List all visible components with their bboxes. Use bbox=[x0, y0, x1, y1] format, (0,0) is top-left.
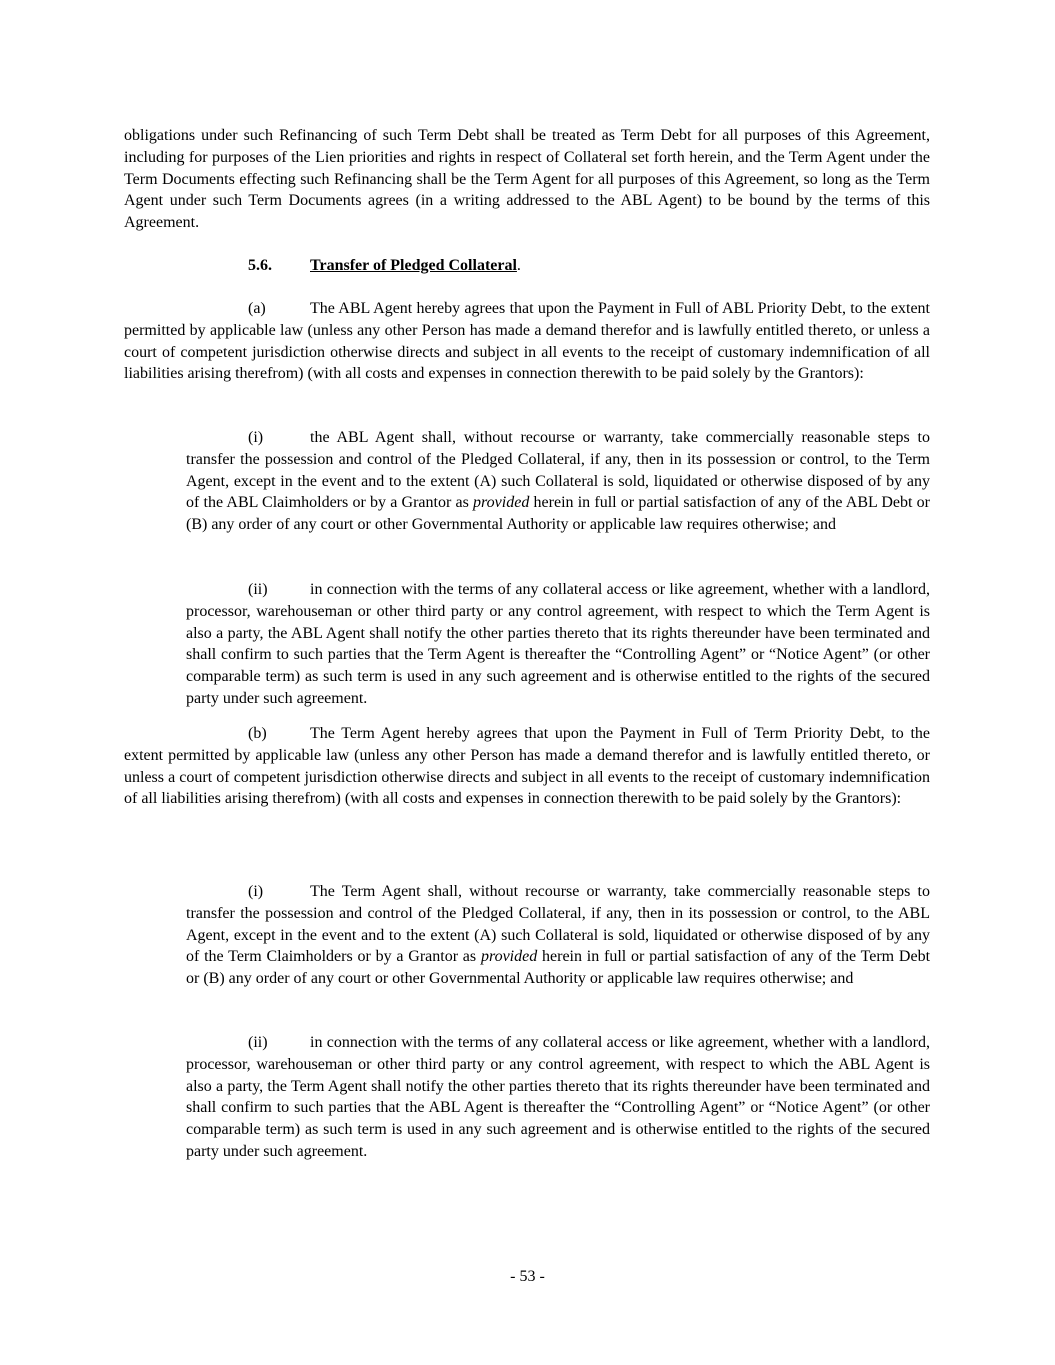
paragraph-a-label: (a) bbox=[248, 300, 266, 317]
paragraph-b-ii bbox=[186, 1032, 930, 1163]
continuation-paragraph bbox=[124, 125, 930, 234]
page-number: - 53 - bbox=[510, 1268, 545, 1285]
paragraph-b-ii-label: (ii) bbox=[248, 1034, 268, 1051]
paragraph-b-i-italic: provided bbox=[480, 948, 538, 966]
paragraph-a bbox=[124, 298, 930, 385]
paragraph-a-i bbox=[186, 427, 930, 536]
paragraph-a-i-text-2: herein in full or partial satisfaction of any of the ABL Debt or (B) any order of any court or other Governmental Authority or applicable law requires otherwise; and bbox=[186, 494, 931, 534]
continuation-text: obligations under such Refinancing of such Term Debt shall be treated as Term Debt for all purposes of this Agreement, including for purposes of the Lien priorities and rights in respect of Collateral set forth herein, and the Term Agent under the Term Documents effecting such Refinancing shall be the Term Agent for all purposes of this Agreement, so long as the Term Agent under such Term Documents agrees (in a writing addressed to the ABL Agent) to be bound by the terms of this Agreement. bbox=[124, 127, 930, 232]
paragraph-b bbox=[124, 723, 930, 810]
paragraph-a-ii-label: (ii) bbox=[248, 581, 268, 598]
paragraph-a-i-italic: provided bbox=[473, 494, 530, 512]
paragraph-a-text: The ABL Agent hereby agrees that upon the Payment in Full of ABL Priority Debt, to the extent permitted by applicable law (unless any other Person has made a demand therefor and is lawfully entitled thereto, or unless a court of competent jurisdiction otherwise directs and subject in all events to the receipt of customary indemnification of all liabilities arising therefrom) (with all costs and expenses in connection therewith to be paid solely by the Grantors): bbox=[124, 300, 930, 383]
paragraph-b-label: (b) bbox=[248, 725, 267, 742]
section-title-period: . bbox=[516, 257, 521, 274]
paragraph-a-i-label: (i) bbox=[248, 429, 264, 446]
section-heading bbox=[248, 255, 521, 277]
paragraph-a-i-text-1: the ABL Agent shall, without recourse or warranty, take commercially reasonable steps to transfer the possession and control of the Pledged Collateral, if any, then in its possession or control, to the Term Agent, except in the event and to the extent (A) such Collateral is sold, liquidated or otherwise disposed of by any of the ABL Claimholders or by a Grantor as bbox=[186, 429, 930, 512]
paragraph-a-ii-text: in connection with the terms of any collateral access or like agreement, whether with a landlord, processor, warehouseman or other third party or any control agreement, with respect to which the Term Agent is also a party, the ABL Agent shall notify the other parties thereto that its rights thereunder have been terminated and shall confirm to such parties that the Term Agent is thereafter the “Controlling Agent” or “Notice Agent” (or other comparable term) as such term is used in any such agreement and is otherwise entitled to the rights of the secured party under such agreement. bbox=[186, 581, 930, 707]
paragraph-b-i bbox=[186, 881, 930, 990]
paragraph-b-i-label: (i) bbox=[248, 883, 264, 900]
paragraph-b-i-text-2: herein in full or partial satisfaction of any of the Term Debt or (B) any order of any court or other Governmental Authority or applicable law requires otherwise; and bbox=[186, 948, 931, 988]
paragraph-b-ii-text: in connection with the terms of any collateral access or like agreement, whether with a landlord, processor, warehouseman or other third party or any control agreement, with respect to which the ABL Agent is also a party, the Term Agent shall notify the other parties thereto that its rights thereunder have been terminated and shall confirm to such parties that the ABL Agent is thereafter the “Controlling Agent” or “Notice Agent” (or other comparable term) as such term is used in any such agreement and is otherwise entitled to the rights of the secured party under such agreement. bbox=[186, 1034, 930, 1160]
paragraph-b-text: The Term Agent hereby agrees that upon the Payment in Full of Term Priority Debt, to the extent permitted by applicable law (unless any other Person has made a demand therefor and is lawfully entitled thereto, or unless a court of competent jurisdiction otherwise directs and subject in all events to the receipt of customary indemnification of all liabilities arising therefrom) (with all costs and expenses in connection therewith to be paid solely by the Grantors): bbox=[124, 725, 930, 808]
section-number: 5.6. bbox=[248, 257, 272, 274]
paragraph-b-i-text-1: The Term Agent shall, without recourse or warranty, take commercially reasonable steps to transfer the possession and control of the Pledged Collateral, if any, then in its possession or control, to the ABL Agent, except in the event and to the extent (A) such Collateral is sold, liquidated or otherwise disposed of by any of the Term Claimholders or by a Grantor as bbox=[186, 883, 930, 966]
paragraph-a-ii bbox=[186, 579, 930, 710]
section-title: Transfer of Pledged Collateral bbox=[310, 257, 517, 274]
